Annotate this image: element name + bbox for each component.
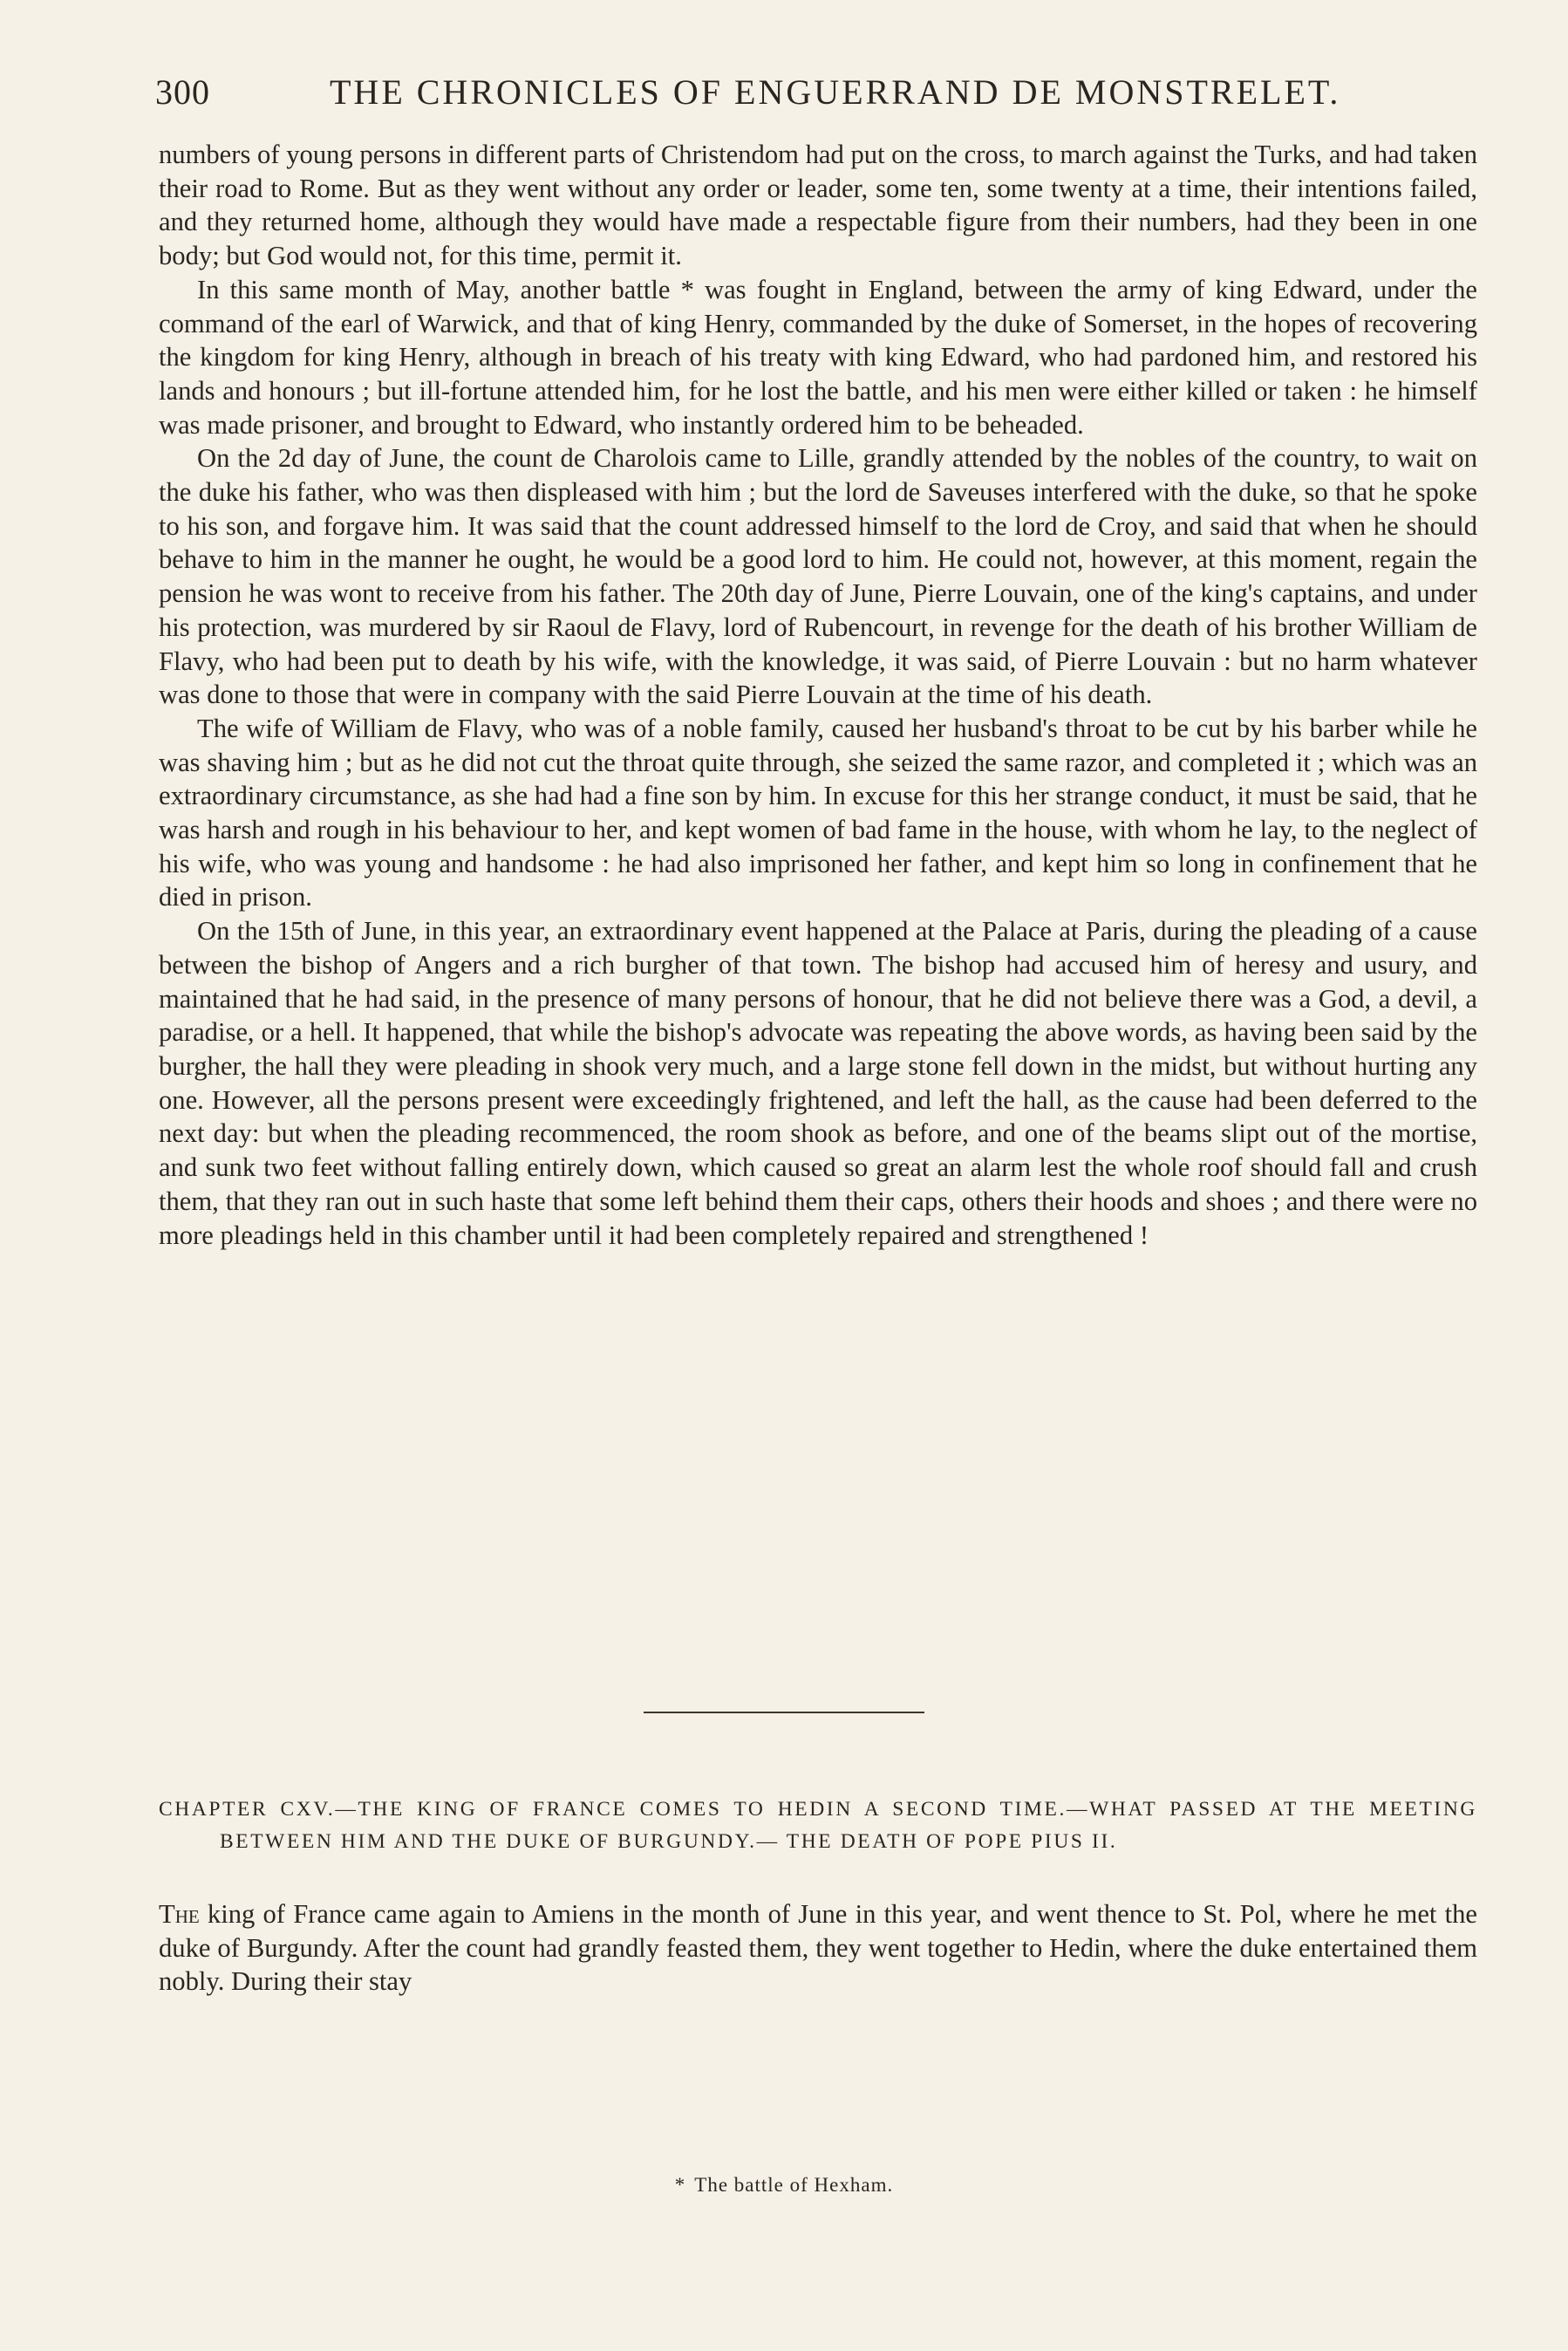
paragraph-5: On the 15th of June, in this year, an extraordinary event happened at the Palace at Paris, during the pleading of a cause between the bishop of Angers and a rich burgher of that town. The bishop had accused him of heresy and usury, and maintained that he had said, in the presence of many persons of honour, that he did not believe there was a God, a devil, a paradise, or a hell. It happened, that while the bishop's advocate was repeating the above words, as having been said by the burgher, the hall they were pleading in shook very much, and a large stone fell down in the midst, but without hurting any one. However, all the persons present were exceedingly frightened, and left the hall, as the cause had been deferred to the next day: but when the pleading recommenced, the room shook as before, and one of the beams slipt out of the mortise, and sunk two feet without falling entirely down, which caused so great an alarm lest the whole roof should fall and crush them, that they ran out in such haste that some left behind them their caps, others their hoods and shoes ; and there were no more pleadings held in this chamber until it had been completely repaired and strengthened !: [159, 916, 1477, 1250]
paragraph-3: On the 2d day of June, the count de Charolois came to Lille, grandly attended by the nobles of the country, to wait on the duke his father, who was then displeased with him ; but the lord de Saveuses interfered with the duke, so that he spoke to his son, and forgave him. It was said that the count addressed himself to the lord de Croy, and said that when he should behave to him in the manner he ought, he would be a good lord to him. He could not, however, at this moment, regain the pension he was wont to receive from his father. The 20th day of June, Pierre Louvain, one of the king's captains, and under his protection, was murdered by sir Raoul de Flavy, lord of Rubencourt, in revenge for the death of his brother William de Flavy, who had been put to death by his wife, with the knowledge, it was said, of Pierre Louvain : but no harm whatever was done to those that were in company with the said Pierre Louvain at the time of his death.: [159, 443, 1477, 710]
paragraph-1: numbers of young persons in different parts of Christendom had put on the cross, to march against the Turks, and had taken their road to Rome. But as they went without any order or leader, some ten, some twenty at a time, their intentions failed, and they returned home, although they would have made a respectable figure from their numbers, had they been in one body; but God would not, for this time, permit it.: [159, 140, 1477, 271]
paragraph-4: The wife of William de Flavy, who was of a noble family, caused her husband's throat to be cut by his barber while he was shaving him ; but as he did not cut the throat quite through, she seized the same razor, and completed it ; which was an extraordinary circumstance, as she had had a fine son by him. In excuse for this her strange conduct, it must be said, that he was harsh and rough in his behaviour to her, and kept women of bad fame in the house, with whom he lay, to the neglect of his wife, who was young and handsome : he had also imprisoned her father, and kept him so long in confinement that he died in prison.: [159, 713, 1477, 912]
chapter-opening-paragraph: [159, 1897, 1477, 1999]
chapter-lead-word: The: [159, 1899, 200, 1929]
section-divider: [644, 1712, 924, 1713]
page-number: 300: [155, 72, 210, 112]
chapter-opening-text: king of France came again to Amiens in the month of June in this year, and went thence to St. Pol, where he met the duke of Burgundy. After the count had grandly feasted them, they went together to Hedin, where the duke entertained them nobly. During their stay: [159, 1899, 1477, 1997]
chapter-heading: CHAPTER CXV.—THE KING OF FRANCE COMES TO HEDIN A SECOND TIME.—WHAT PASSED AT THE MEETING BETWEEN HIM AND THE DUKE OF BURGUNDY.— THE DEATH OF POPE PIUS II.: [159, 1798, 1477, 1853]
footnote: [0, 2174, 1568, 2197]
paragraph-2: In this same month of May, another battle * was fought in England, between the army of king Edward, under the command of the earl of Warwick, and that of king Henry, commanded by the duke of Somerset, in the hopes of recovering the kingdom for king Henry, although in breach of his treaty with king Edward, who had pardoned him, and restored his lands and honours ; but ill-fortune attended him, for he lost the battle, and his men were either killed or taken : he himself was made prisoner, and brought to Edward, who instantly ordered him to be beheaded.: [159, 274, 1477, 440]
body-text: [159, 138, 1477, 1252]
running-title: THE CHRONICLES OF ENGUERRAND DE MONSTRELET.: [330, 72, 1341, 112]
page-header: [155, 72, 1479, 124]
footnote-mark: *: [674, 2174, 686, 2196]
footnote-text: The battle of Hexham.: [694, 2174, 894, 2196]
